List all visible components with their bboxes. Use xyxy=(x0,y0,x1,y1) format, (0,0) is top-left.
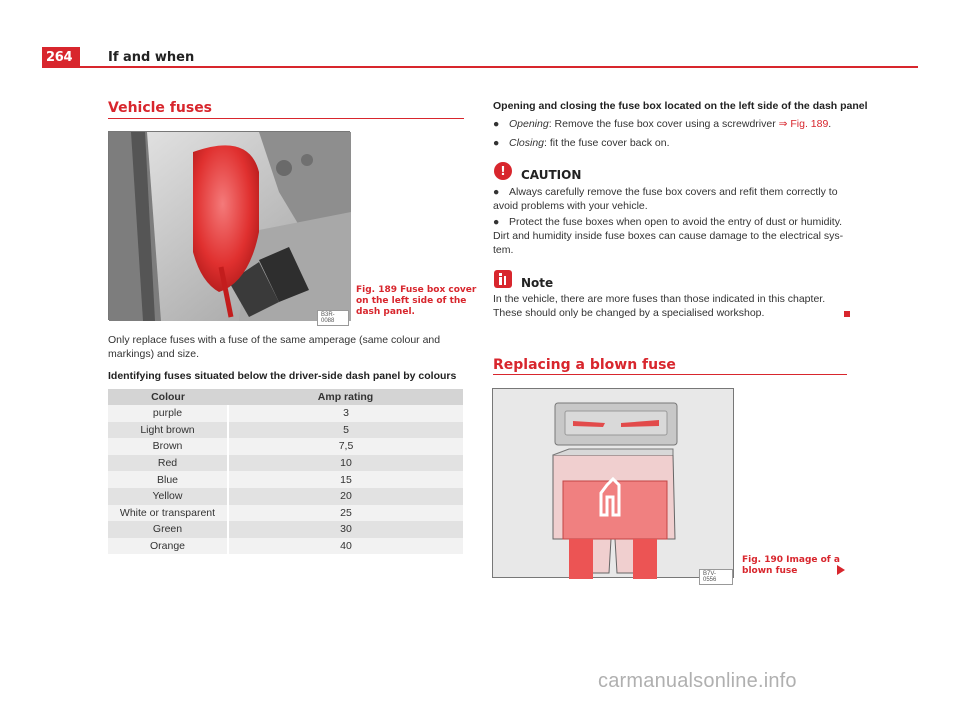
continue-arrow-icon xyxy=(837,565,845,575)
figure-caption xyxy=(356,285,476,318)
cell-colour: Orange xyxy=(108,538,228,555)
bullet-label: Closing xyxy=(509,137,545,149)
section-rule xyxy=(108,118,464,119)
intro-line: markings) and size. xyxy=(108,348,200,360)
note-icon xyxy=(494,270,512,288)
bullet-text: : Remove the fuse box cover using a screwdriver xyxy=(548,118,779,130)
figure-caption xyxy=(742,555,840,577)
bullet-dot: ● xyxy=(493,118,500,130)
figure-code: B7V-0556 xyxy=(699,569,733,585)
caution-item-2 xyxy=(493,215,843,257)
caution-line: avoid problems with your vehicle. xyxy=(493,200,648,212)
cell-amp: 15 xyxy=(228,471,463,488)
caution-line: Protect the fuse boxes when open to avoid the entry of dust or humidity. xyxy=(509,216,843,228)
section-rule xyxy=(493,374,847,375)
cell-amp: 20 xyxy=(228,488,463,505)
section-end-marker xyxy=(844,311,850,317)
cell-amp: 25 xyxy=(228,505,463,522)
note-line: These should only be changed by a specialised workshop. xyxy=(493,307,765,319)
bullet-closing xyxy=(509,136,670,150)
cell-amp: 10 xyxy=(228,455,463,472)
figure-link[interactable]: ⇒ Fig. 189 xyxy=(778,118,829,130)
table-row xyxy=(108,471,463,488)
table-row xyxy=(108,455,463,472)
cell-colour: purple xyxy=(108,405,228,422)
watermark: carmanualsonline.info xyxy=(598,670,797,692)
bullet-text: : fit the fuse cover back on. xyxy=(544,137,670,149)
table-row xyxy=(108,422,463,439)
fuse-colour-table xyxy=(108,389,463,554)
table-row xyxy=(108,521,463,538)
cell-amp: 7,5 xyxy=(228,438,463,455)
note-title: Note xyxy=(521,276,554,290)
note-text xyxy=(493,292,825,320)
cell-amp: 40 xyxy=(228,538,463,555)
subheading-open-close: Opening and closing the fuse box located on the left side of the dash panel xyxy=(493,100,868,112)
blown-fuse-illustration xyxy=(493,389,735,579)
bullet-dot: ● xyxy=(493,137,500,149)
cell-colour: White or transparent xyxy=(108,505,228,522)
bullet-dot: ● xyxy=(493,186,500,198)
column-header-amp-rating: Amp rating xyxy=(228,389,463,405)
section-title-replacing-fuse: Replacing a blown fuse xyxy=(493,357,676,373)
caution-item-1 xyxy=(493,185,838,213)
page-number: 264 xyxy=(42,47,80,67)
caption-line: Fig. 189 Fuse box cover xyxy=(356,285,477,295)
caption-line: dash panel. xyxy=(356,307,415,317)
table-row xyxy=(108,438,463,455)
info-icon xyxy=(494,270,512,288)
caution-line: Dirt and humidity inside fuse boxes can cause damage to the electrical sys- xyxy=(493,230,844,242)
bullet-end: . xyxy=(828,118,832,130)
table-row xyxy=(108,505,463,522)
table-row xyxy=(108,488,463,505)
intro-line: Only replace fuses with a fuse of the same amperage (same colour and xyxy=(108,334,441,346)
cell-colour: Green xyxy=(108,521,228,538)
car-interior-illustration xyxy=(109,132,351,321)
figure-fuse-box-cover xyxy=(108,131,350,324)
intro-paragraph xyxy=(108,333,440,361)
section-title-vehicle-fuses: Vehicle fuses xyxy=(108,100,213,116)
caution-icon: ! xyxy=(494,162,512,180)
cell-amp: 30 xyxy=(228,521,463,538)
caption-line: blown fuse xyxy=(742,566,798,576)
cell-amp: 3 xyxy=(228,405,463,422)
table-row xyxy=(108,538,463,555)
cell-colour: Blue xyxy=(108,471,228,488)
cell-colour: Brown xyxy=(108,438,228,455)
figure-blown-fuse xyxy=(492,388,734,583)
caution-line: tem. xyxy=(493,244,514,256)
header-rule xyxy=(42,66,918,68)
bullet-label: Opening xyxy=(509,118,549,130)
cell-colour: Light brown xyxy=(108,422,228,439)
caution-title: CAUTION xyxy=(521,168,582,182)
note-line: In the vehicle, there are more fuses than those indicated in this chapter. xyxy=(493,293,826,305)
cell-colour: Yellow xyxy=(108,488,228,505)
table-heading: Identifying fuses situated below the driver-side dash panel by colours xyxy=(108,370,457,382)
caution-line: Always carefully remove the fuse box covers and refit them correctly to xyxy=(509,186,838,198)
bullet-opening xyxy=(509,117,831,131)
figure-code: B3R-0088 xyxy=(317,310,349,326)
table-row xyxy=(108,405,463,422)
column-header-colour: Colour xyxy=(108,389,228,405)
cell-amp: 5 xyxy=(228,422,463,439)
bullet-dot: ● xyxy=(493,216,500,228)
caption-line: Fig. 190 Image of a xyxy=(742,555,840,565)
cell-colour: Red xyxy=(108,455,228,472)
chapter-title: If and when xyxy=(108,50,195,65)
table-header-row xyxy=(108,389,463,405)
caption-line: on the left side of the xyxy=(356,296,467,306)
